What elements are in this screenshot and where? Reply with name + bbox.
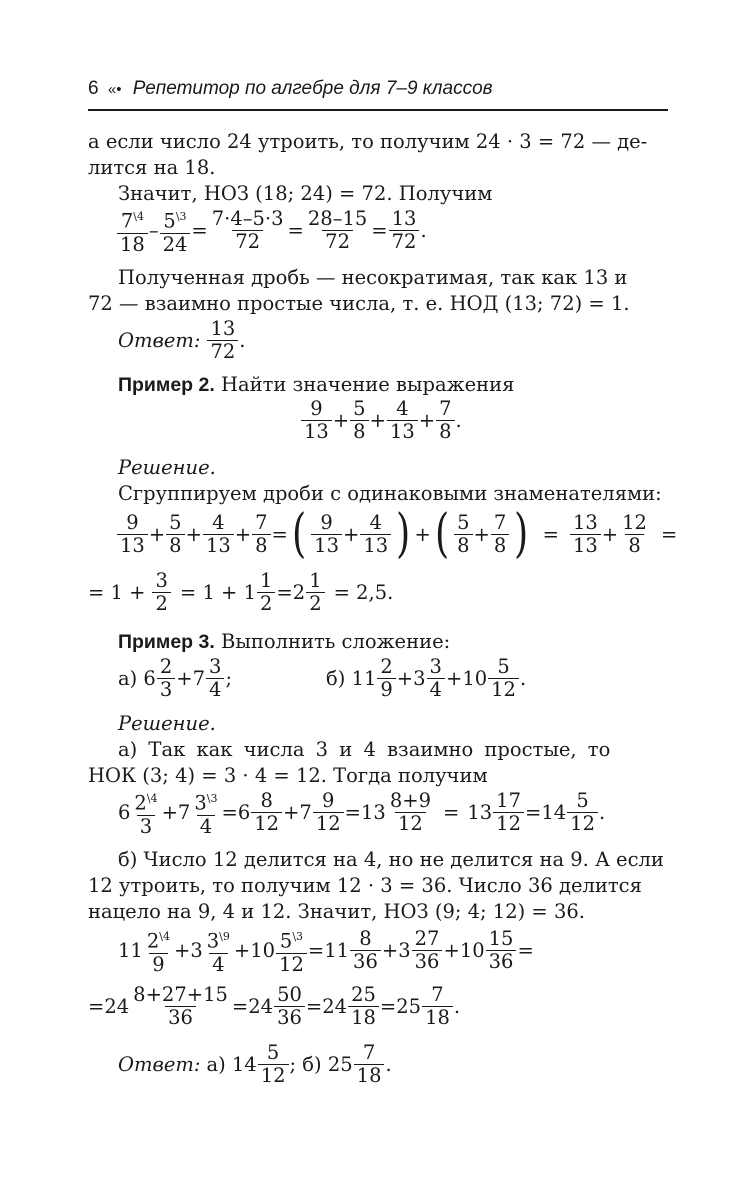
equation-3b-step2: = 24 8+27+15 36 = 24 50 36 = 24 25 18 = 25 7 18 .	[88, 983, 461, 1029]
header-rule	[88, 109, 668, 111]
equation-3b-step1: 11 $2^{\backslash 4}$ 9 + 3 $3^{\backslash 9}$ 4 + 10 $5^{\backslash 3}$ 12 = 11 8 36 + 3 27 36 + 10 15 36 =	[118, 927, 534, 976]
text-line: а) Так как числа 3 и 4 взаимно простые, то	[118, 738, 611, 761]
text-line: нацело на 9, 4 и 12. Значит, НОЗ (9; 4; 12) = 36.	[88, 900, 585, 923]
equation-example-3-b: б) 11 2 9 + 3 3 4 + 10 5 12 .	[326, 655, 527, 701]
example-3-heading: Пример 3. Выполнить сложение:	[118, 630, 451, 653]
text-line: 12 утроить, то получим 12 · 3 = 36. Число 36 делится	[88, 874, 642, 897]
text-line: 72 — взаимно простые числа, т. е. НОД (13; 72) = 1.	[88, 292, 630, 315]
page-number: 6	[88, 78, 99, 99]
header-dots-icon: «•	[107, 81, 122, 98]
example-2-heading: Пример 2. Найти значение выражения	[118, 373, 515, 396]
answer-1: Ответ: 13 72 .	[118, 317, 246, 363]
equation-example-2: 9 13 + 5 8 + 4 13 + 7 8 .	[300, 398, 462, 443]
book-title: Репетитор по алгебре для 7–9 классов	[132, 78, 493, 99]
text-line: Значит, НОЗ (18; 24) = 72. Получим	[118, 182, 493, 205]
solution-label: Решение.	[118, 456, 216, 479]
equation-3a-solution: 6 $2^{\backslash 4}$ 3 + 7 $3^{\backslash 3}$ 4 = 6 8 12 + 7 9 12 = 13 8+9 12 = 13 17 12 = 14 5 12 .	[118, 789, 606, 838]
equation-example-3-a: а) 6 2 3 + 7 3 4 ;	[118, 655, 233, 701]
equation-lcd: $7^{\backslash 4}$ 18 – $5^{\backslash 3}$ 24 = 7·4–5·3 72 = 28–15 72 = 13 72 .	[116, 206, 427, 256]
text-line: б) Число 12 делится на 4, но не делится на 9. А если	[118, 848, 664, 871]
text-line: а если число 24 утроить, то получим 24 · 3 = 72 — де-	[88, 130, 648, 153]
page-header	[88, 78, 668, 100]
answer-2: Ответ: а) 14 5 12 ; б) 25 7 18 .	[118, 1041, 392, 1087]
equation-result-2: = 1 + 3 2 = 1 + 1 1 2 = 2 1 2 = 2,5.	[88, 569, 394, 615]
text-line: НОК (3; 4) = 3 · 4 = 12. Тогда получим	[88, 764, 488, 787]
text-line: лится на 18.	[88, 156, 216, 179]
equation-grouping: 9 13 + 5 8 + 4 13 + 7 8 = ( 9 13 + 4 13 ) + ( 5 8 + 7 8 ) = 13 13 + 12 8 =	[116, 508, 677, 560]
text-line: Полученная дробь — несократимая, так как 13 и	[118, 266, 628, 289]
text-line: Сгруппируем дроби с одинаковыми знаменателями:	[118, 482, 662, 505]
solution-label: Решение.	[118, 712, 216, 735]
